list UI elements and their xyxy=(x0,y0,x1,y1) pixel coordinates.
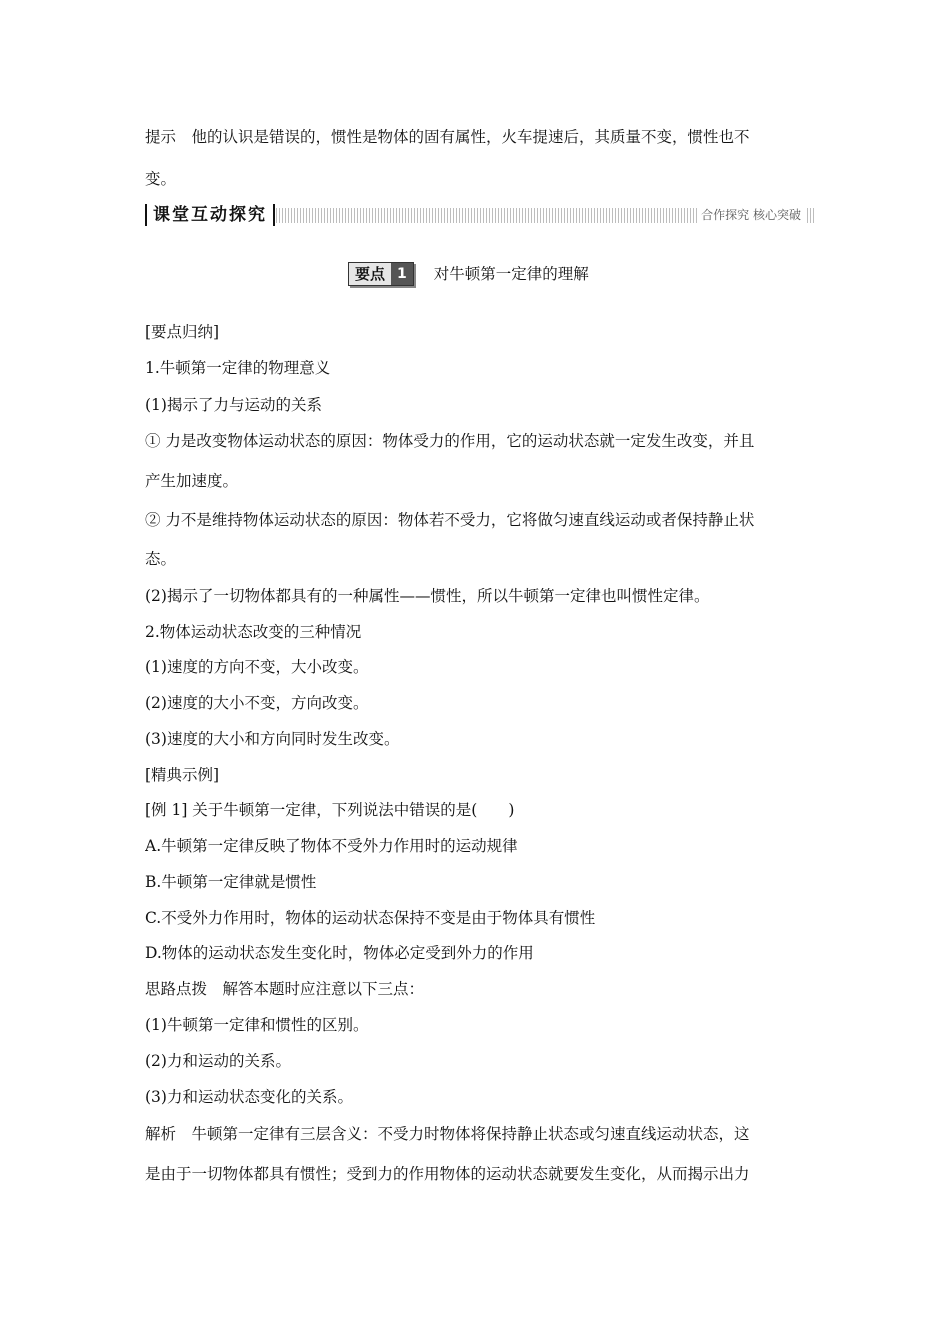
body-line: [例 1] 关于牛顿第一定律，下列说法中错误的是( ) xyxy=(145,801,515,819)
body-line: (3)速度的大小和方向同时发生改变。 xyxy=(145,730,400,748)
body-line: (1)牛顿第一定律和惯性的区别。 xyxy=(145,1016,369,1034)
body-line: B.牛顿第一定律就是惯性 xyxy=(145,873,317,891)
body-line: C.不受外力作用时，物体的运动状态保持不变是由于物体具有惯性 xyxy=(145,909,596,927)
key-point-badge xyxy=(348,262,414,286)
body-line: (1)速度的方向不变，大小改变。 xyxy=(145,658,369,676)
body-line: D.物体的运动状态发生变化时，物体必定受到外力的作用 xyxy=(145,944,534,962)
key-point-heading xyxy=(348,262,589,286)
body-line: ① 力是改变物体运动状态的原因：物体受力的作用，它的运动状态就一定发生改变，并且 xyxy=(145,432,755,450)
key-point-title: 对牛顿第一定律的理解 xyxy=(433,265,589,283)
body-line: 1.牛顿第一定律的物理意义 xyxy=(145,359,331,377)
body-line: (2)揭示了一切物体都具有的一种属性——惯性，所以牛顿第一定律也叫惯性定律。 xyxy=(145,587,710,605)
body-line: (2)速度的大小不变，方向改变。 xyxy=(145,694,369,712)
section-subtitle: 合作探究 核心突破 xyxy=(697,207,805,224)
body-line: 解析 牛顿第一定律有三层含义：不受力时物体将保持静止状态或匀速直线运动状态，这 xyxy=(145,1125,750,1143)
key-point-number: 1 xyxy=(391,263,413,285)
body-line: 态。 xyxy=(145,550,177,568)
body-line: 产生加速度。 xyxy=(145,472,239,490)
body-line: 是由于一切物体都具有惯性；受到力的作用物体的运动状态就要发生变化，从而揭示出力 xyxy=(145,1165,750,1183)
body-line: (2)力和运动的关系。 xyxy=(145,1052,291,1070)
body-line: (1)揭示了力与运动的关系 xyxy=(145,396,322,414)
body-line: [精典示例] xyxy=(145,766,220,784)
body-line: 2.物体运动状态改变的三种情况 xyxy=(145,623,362,641)
body-line: 思路点拨 解答本题时应注意以下三点： xyxy=(145,980,425,998)
hint-line-2: 变。 xyxy=(145,170,177,188)
section-title: 课堂互动探究 xyxy=(145,204,275,226)
body-line: ② 力不是维持物体运动状态的原因：物体若不受力，它将做匀速直线运动或者保持静止状 xyxy=(145,511,755,529)
section-header-bar xyxy=(145,204,815,226)
key-point-word: 要点 xyxy=(349,263,391,285)
hint-line-1: 提示 他的认识是错误的，惯性是物体的固有属性，火车提速后，其质量不变，惯性也不 xyxy=(145,128,750,146)
body-line: A.牛顿第一定律反映了物体不受外力作用时的运动规律 xyxy=(145,837,518,855)
body-line: (3)力和运动状态变化的关系。 xyxy=(145,1088,353,1106)
body-line: [要点归纳] xyxy=(145,323,220,341)
